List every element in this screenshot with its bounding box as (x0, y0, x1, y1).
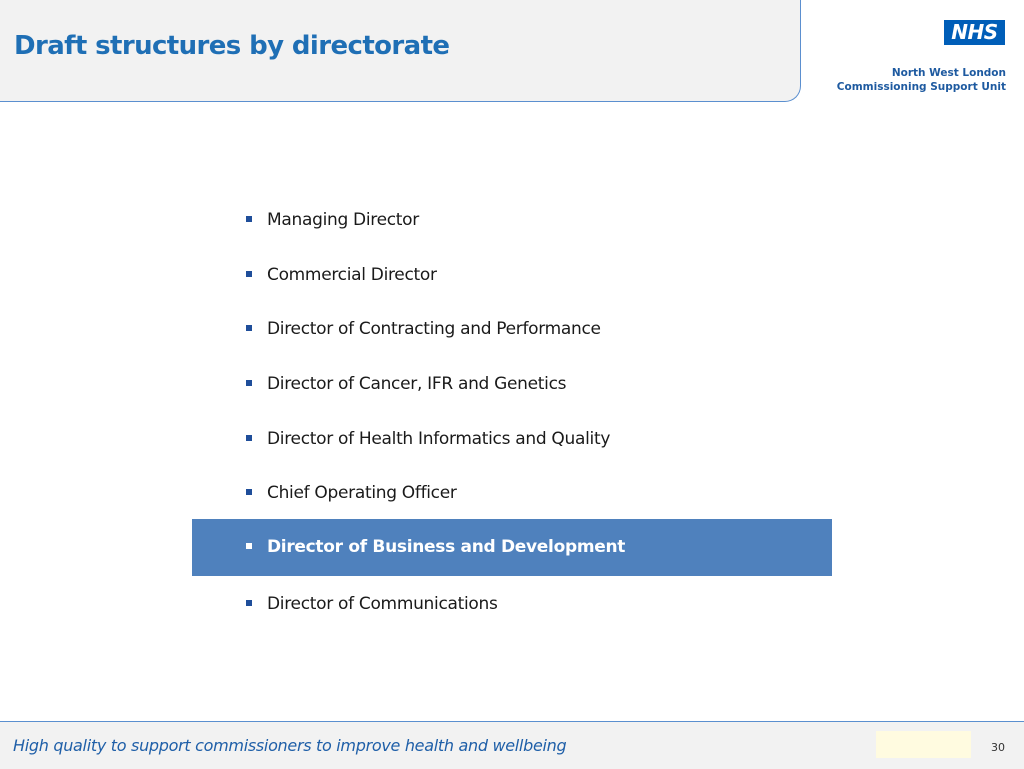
directorate-item-contracting-performance[interactable] (192, 301, 832, 356)
nhs-logo: NHS (944, 20, 1005, 45)
title-panel (0, 0, 801, 102)
directorate-list (192, 192, 832, 631)
directorate-label: Director of Health Informatics and Quality (267, 428, 611, 449)
square-bullet-icon (246, 271, 252, 277)
org-name-line-1: North West London (891, 67, 1006, 79)
square-bullet-icon (246, 435, 252, 441)
footer-bar (0, 721, 1024, 769)
directorate-label: Commercial Director (267, 264, 437, 285)
footer-placeholder-box (876, 731, 971, 758)
org-name-line-2: Commissioning Support Unit (836, 81, 1006, 93)
page-number: 30 (991, 741, 1005, 754)
directorate-item-managing-director[interactable] (192, 192, 832, 247)
footer-tagline: High quality to support commissioners to improve health and wellbeing (13, 736, 567, 755)
directorate-label: Chief Operating Officer (267, 483, 457, 504)
directorate-label: Director of Cancer, IFR and Genetics (267, 374, 567, 395)
directorate-label: Director of Contracting and Performance (267, 319, 601, 340)
directorate-label: Director of Communications (267, 594, 498, 615)
square-bullet-icon (246, 543, 252, 549)
directorate-item-cancer-ifr-genetics[interactable] (192, 356, 832, 411)
directorate-label: Managing Director (267, 210, 419, 230)
square-bullet-icon (246, 600, 252, 606)
square-bullet-icon (246, 489, 252, 495)
square-bullet-icon (246, 216, 252, 222)
square-bullet-icon (246, 380, 252, 386)
directorate-item-chief-operating-officer[interactable] (192, 465, 832, 520)
organisation-name (837, 66, 1006, 94)
directorate-item-health-informatics-quality[interactable] (192, 411, 832, 466)
slide-title: Draft structures by directorate (14, 31, 450, 61)
directorate-item-business-development[interactable] (192, 519, 832, 576)
directorate-label: Director of Business and Development (267, 537, 626, 558)
square-bullet-icon (246, 325, 252, 331)
directorate-item-communications[interactable] (192, 576, 832, 631)
directorate-item-commercial-director[interactable] (192, 247, 832, 302)
